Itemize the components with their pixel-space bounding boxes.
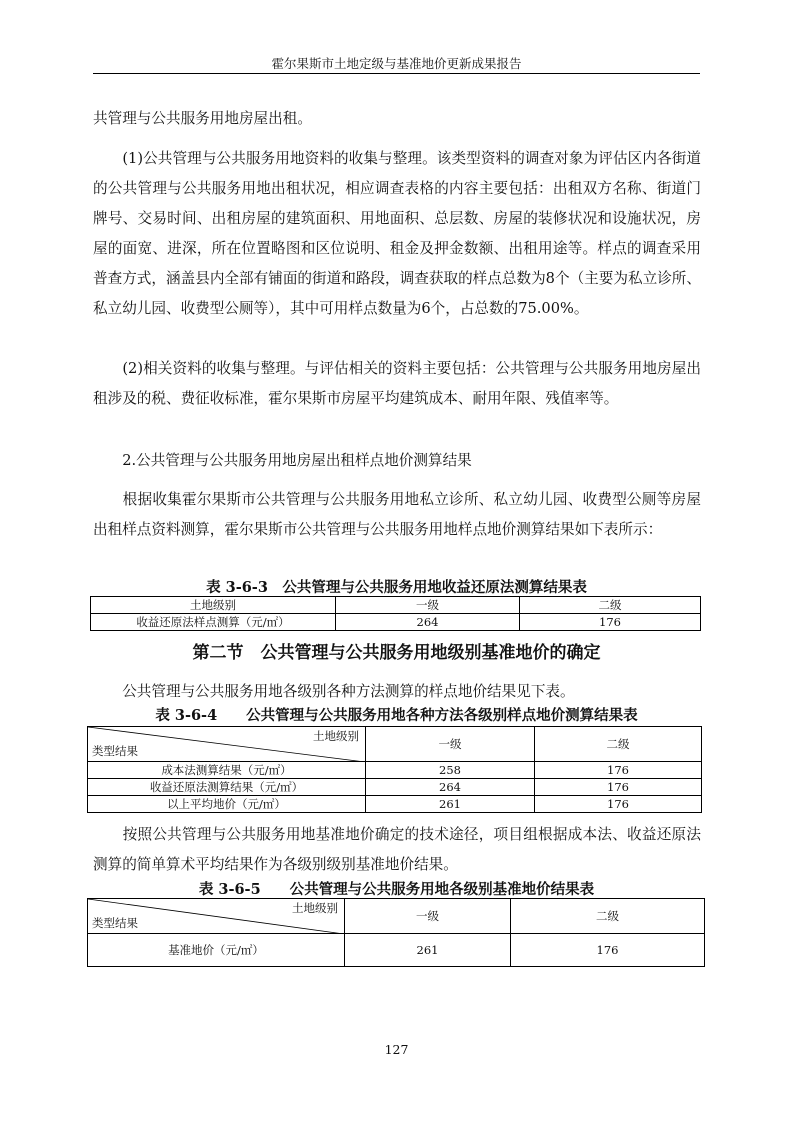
- table2: [87, 726, 702, 813]
- table3: [87, 898, 705, 967]
- table3-header-level1: 一级: [345, 899, 511, 934]
- table2-diag-bottom: 类型结果: [92, 744, 138, 758]
- table2-diag-top: 土地级别: [313, 729, 359, 743]
- table3-value-level1: 261: [345, 934, 511, 967]
- header-rule: [93, 73, 700, 74]
- table3-caption: 表 3-6-5 公共管理与公共服务用地各级别基准地价结果表: [198, 881, 595, 898]
- table3-header-level2: 二级: [511, 899, 705, 934]
- table2-cell: 261: [366, 796, 535, 813]
- table1-header-level2: 二级: [520, 597, 701, 614]
- table2-cell: 176: [535, 779, 702, 796]
- table3-diag-top: 土地级别: [292, 901, 338, 915]
- table3-diagonal-header: [88, 899, 345, 934]
- table2-cell: 264: [366, 779, 535, 796]
- table2-diagonal-header: [88, 727, 366, 762]
- table2-caption: 表 3-6-4 公共管理与公共服务用地各种方法各级别样点地价测算结果表: [155, 707, 638, 724]
- paragraph-0: 共管理与公共服务用地房屋出租。: [93, 110, 312, 127]
- paragraph-3: 2.公共管理与公共服务用地房屋出租样点地价测算结果: [93, 452, 472, 469]
- table1-value-level1: 264: [336, 614, 520, 631]
- paragraph-1: (1)公共管理与公共服务用地资料的收集与整理。该类型资料的调查对象为评估区内各街道的公共管理与公共服务用地出租状况，相应调查表格的内容主要包括：出租双方名称、街道门牌号、交易时间、出租房屋的建筑面积、用地面积、总层数、房屋的装修状况和设施状况，房屋的面宽、进深，所在位置略图和区位说明、租金及押金数额、出租用途等。样点的调查采用普查方式，涵盖县内全部有铺面的街道和路段，调查获取的样点总数为8个（主要为私立诊所、私立幼儿园、收费型公厕等），其中可用样点数量为6个，占总数的75.00%。: [93, 150, 701, 317]
- table2-header-level1: 一级: [366, 727, 535, 762]
- paragraph-5: 公共管理与公共服务用地各级别各种方法测算的样点地价结果见下表。: [93, 683, 575, 700]
- page-header: 霍尔果斯市土地定级与基准地价更新成果报告: [271, 56, 522, 71]
- table1-caption: 表 3-6-3 公共管理与公共服务用地收益还原法测算结果表: [206, 579, 587, 596]
- table1-value-level2: 176: [520, 614, 701, 631]
- section-title: 第二节 公共管理与公共服务用地级别基准地价的确定: [192, 643, 601, 663]
- table3-row-label: 基准地价（元/㎡）: [88, 934, 345, 967]
- page-number: 127: [384, 1042, 409, 1057]
- table3-value-level2: 176: [511, 934, 705, 967]
- paragraph-4: 根据收集霍尔果斯市公共管理与公共服务用地私立诊所、私立幼儿园、收费型公厕等房屋出租样点资料测算，霍尔果斯市公共管理与公共服务用地样点地价测算结果如下表所示：: [93, 491, 701, 538]
- table3-diag-bottom: 类型结果: [92, 916, 138, 930]
- table2-row-label: 成本法测算结果（元/㎡）: [88, 762, 366, 779]
- table1-row-label: 收益还原法样点测算（元/㎡）: [91, 614, 336, 631]
- table2-row-label: 收益还原法测算结果（元/㎡）: [88, 779, 366, 796]
- table1-header-level: 土地级别: [91, 597, 336, 614]
- paragraph-6: 按照公共管理与公共服务用地基准地价确定的技术途径，项目组根据成本法、收益还原法测算的简单算术平均结果作为各级别级别基准地价结果。: [93, 826, 701, 873]
- paragraph-2: (2)相关资料的收集与整理。与评估相关的资料主要包括：公共管理与公共服务用地房屋出租涉及的税、费征收标准，霍尔果斯市房屋平均建筑成本、耐用年限、残值率等。: [93, 360, 701, 407]
- table2-cell: 176: [535, 796, 702, 813]
- table2-row-label: 以上平均地价（元/㎡）: [88, 796, 366, 813]
- table1-header-level1: 一级: [336, 597, 520, 614]
- table2-cell: 258: [366, 762, 535, 779]
- table2-cell: 176: [535, 762, 702, 779]
- table1: [90, 596, 701, 631]
- table2-header-level2: 二级: [535, 727, 702, 762]
